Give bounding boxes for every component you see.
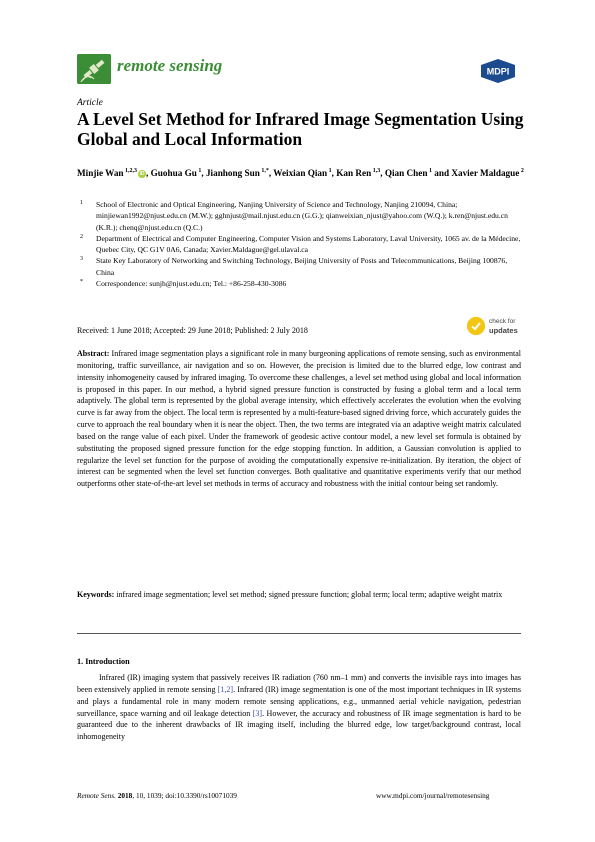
author-name[interactable]: Qian Chen: [384, 168, 428, 178]
correspondence-text: Correspondence: sunjh@njust.edu.cn; Tel.: +86-258-430-3086: [96, 279, 287, 289]
affiliation-mark: 1: [80, 200, 83, 206]
check-for-updates-button[interactable]: [467, 316, 529, 338]
author-name[interactable]: Minjie Wan: [77, 168, 124, 178]
affiliation-mark: 2: [80, 233, 83, 240]
footer-citation: [77, 791, 237, 800]
citation-link[interactable]: [1,2]: [217, 684, 234, 694]
author-name[interactable]: Guohua Gu: [150, 168, 197, 178]
affiliations: [77, 199, 527, 289]
journal-name[interactable]: remote sensing: [117, 56, 223, 75]
journal-logo-icon: [77, 54, 111, 84]
affiliation-mark: 3: [80, 256, 83, 263]
section-heading-introduction: 1. Introduction: [77, 657, 130, 666]
author-affiliation-sup: 1,3: [371, 167, 381, 174]
article-title: A Level Set Method for Infrared Image Segmentation Using Global and Local Information: [77, 109, 524, 149]
keywords-text: infrared image segmentation; level set method; signed pressure function; global term; local term; adaptive weight matrix: [116, 590, 503, 599]
author-affiliation-sup: 1: [196, 167, 202, 174]
introduction-paragraph: [77, 672, 521, 743]
abstract-text: Infrared image segmentation plays a significant role in many burgeoning applications of remote sensing, such as environmental monitoring, traffic surveillance, air navigation and so on. However, the precision is limited due to the blurred edge, low contrast and intensity inhomogeneity caused by infrared imaging. To overcome these challenges, a level set method using global and local information is proposed in this paper. In our method, a hybrid signed pressure function is constructed by fusing a global term and a local term adaptively. The global term is represented by the global average intensity, which effectively accelerates the evolution when the evolving curve is far away from the object. The local term is represented by a multi-feature-based signed driving force, which accurately guides the curve to approach the real boundary when it is near the object. Then, the two terms are integrated via an adaptive weight matrix calculated based on the range value of each pixel. Under the framework of geodesic active contour model, a new level set formula is obtained by substituting the proposed signed pressure function for the edge stopping function. In addition, a Gaussian convolution is applied to regularize the level set function for the purpose of avoiding the computationally expensive re-initialization. By iteration, the object of interest can be segmented when the level set function converges. Both qualitative and quantitative experiments verify that our method outperforms other state-of-the-art level set methods in terms of accuracy and robustness with the initial contour being set randomly.: [77, 349, 521, 489]
section-divider: [77, 633, 521, 634]
abstract: [77, 348, 521, 490]
check-updates-icon: [467, 317, 485, 335]
intro-text: Infrared (IR) imaging system that passively receives IR radiation (760 nm–1 mm) and converts the invisible rays into images has been extensively applied in remote sensing: [77, 673, 521, 694]
keywords: [77, 589, 521, 601]
author-list: Minjie Wan $^{1,2,3}$ iD , Guohua Gu $^1$, Jianhong Sun $^{1,*}$, Weixian Qian $^1$, Kan Ren $^{1,3}$, Qian Chen $^1$ and Xavier Maldague $^2$: [77, 167, 524, 178]
author-name[interactable]: Weixian Qian: [273, 168, 328, 178]
author-affiliation-sup: 1,*: [259, 167, 269, 174]
affiliation-3: [77, 255, 527, 278]
author-name[interactable]: Kan Ren: [336, 168, 372, 178]
footer-doi[interactable]: , 10, 1039; doi:10.3390/rs10071039: [132, 791, 237, 800]
author-name[interactable]: Jianhong Sun: [205, 168, 260, 178]
svg-text:MDPI: MDPI: [486, 66, 510, 77]
keywords-label: Keywords:: [77, 590, 115, 599]
affiliation-text: School of Electronic and Optical Engineering, Nanjing University of Science and Technology, Nanjing 210094, China; minjiewan1992@njust.edu.cn (M.W.); gghnjust@mail.njust.edu.cn (G.G.); qianweixian_njust@yahoo.com (W.Q.); k.ren@njust.edu.cn (K.R.); chenq@njust.edu.cn (Q.C.): [96, 200, 508, 232]
orcid-icon[interactable]: iD: [139, 170, 145, 177]
author-affiliation-sup: 1: [327, 167, 332, 174]
correspondence-mark: *: [80, 279, 83, 286]
check-updates-line1: check for: [489, 318, 516, 325]
abstract-label: Abstract:: [77, 349, 110, 358]
affiliation-2: [77, 233, 527, 256]
author-affiliation-sup: 1,2,3: [123, 167, 138, 174]
article-type: Article: [77, 98, 103, 108]
author-affiliation-sup: 2: [519, 167, 524, 174]
correspondence: [77, 278, 527, 289]
mdpi-logo-icon[interactable]: [479, 58, 517, 84]
author-affiliation-sup: 1: [427, 167, 432, 174]
journal-header: [77, 52, 517, 88]
footer-url[interactable]: www.mdpi.com/journal/remotesensing: [376, 791, 490, 800]
intro-text: . However, the accuracy and robustness of IR image segmentation is hard to be guaranteed due to the inherent drawbacks of IR imaging itself, including the blurred edge, low target/background contrast, local inhomogeneity: [77, 708, 521, 742]
author-name[interactable]: and Xavier Maldague: [434, 168, 520, 178]
affiliation-text: State Key Laboratory of Networking and Switching Technology, Beijing University of Posts and Telecommunications, Beijing 100876, China: [96, 256, 508, 277]
affiliation-1: [77, 199, 527, 233]
affiliation-text: Department of Electrical and Computer Engineering, Computer Vision and Systems Laboratory, Laval University, 1065 av. de la Médecine, Quebec City, QC G1V 0A6, Canada; Xavier.Maldague@gel.ulaval.ca: [96, 233, 521, 255]
footer-year: 2018: [117, 791, 133, 800]
citation-link[interactable]: [3]: [252, 708, 263, 718]
footer-journal-abbrev: Remote Sens.: [77, 791, 116, 800]
check-updates-line2: updates: [489, 326, 518, 335]
publication-dates: Received: 1 June 2018; Accepted: 29 June 2018; Published: 2 July 2018: [77, 326, 308, 335]
intro-text: . Infrared (IR) image segmentation is one of the most important techniques in IR systems and plays a fundamental role in many modern remote sensing applications, e.g., unmanned aerial vehicle navigation, pedestrian surveillance, space warning and oil leakage detection: [77, 684, 522, 718]
